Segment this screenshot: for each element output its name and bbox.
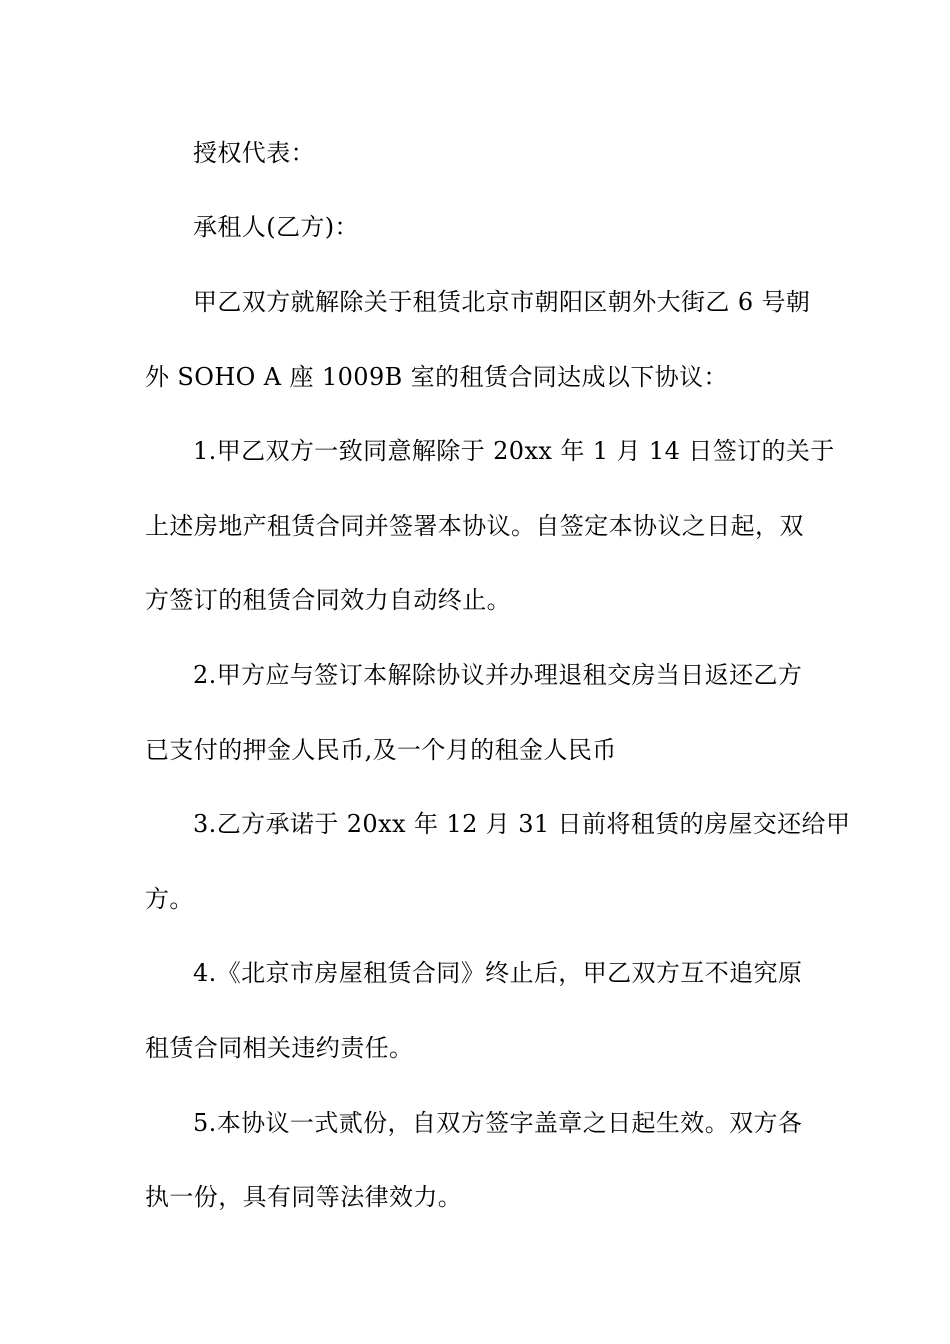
agreement-intro-line-2: 外 SOHO A 座 1009B 室的租赁合同达成以下协议：	[145, 363, 728, 391]
clause-1-line-1: 1.甲乙双方一致同意解除于 20xx 年 1 月 14 日签订的关于	[193, 437, 835, 465]
clause-1-line-2: 上述房地产租赁合同并签署本协议。自签定本协议之日起，双	[145, 512, 804, 540]
clause-2-line-1: 2.甲方应与签订本解除协议并办理退租交房当日返还乙方	[193, 661, 803, 689]
clause-5-line-2: 执一份，具有同等法律效力。	[145, 1183, 463, 1211]
agreement-intro-line-1: 甲乙双方就解除关于租赁北京市朝阳区朝外大街乙 6 号朝	[193, 288, 811, 316]
lessee-line: 承租人(乙方)：	[193, 213, 359, 241]
clause-4-line-1: 4.《北京市房屋租赁合同》终止后，甲乙双方互不追究原	[193, 959, 803, 987]
clause-3-line-1: 3.乙方承诺于 20xx 年 12 月 31 日前将租赁的房屋交还给甲	[193, 810, 851, 838]
clause-2-line-2: 已支付的押金人民币,及一个月的租金人民币	[145, 736, 617, 764]
clause-1-line-3: 方签订的租赁合同效力自动终止。	[145, 586, 511, 614]
authorized-representative-line: 授权代表：	[193, 139, 315, 167]
clause-3-line-2: 方。	[145, 885, 194, 913]
clause-4-line-2: 租赁合同相关违约责任。	[145, 1034, 414, 1062]
clause-5-line-1: 5.本协议一式贰份，自双方签字盖章之日起生效。双方各	[193, 1109, 803, 1137]
